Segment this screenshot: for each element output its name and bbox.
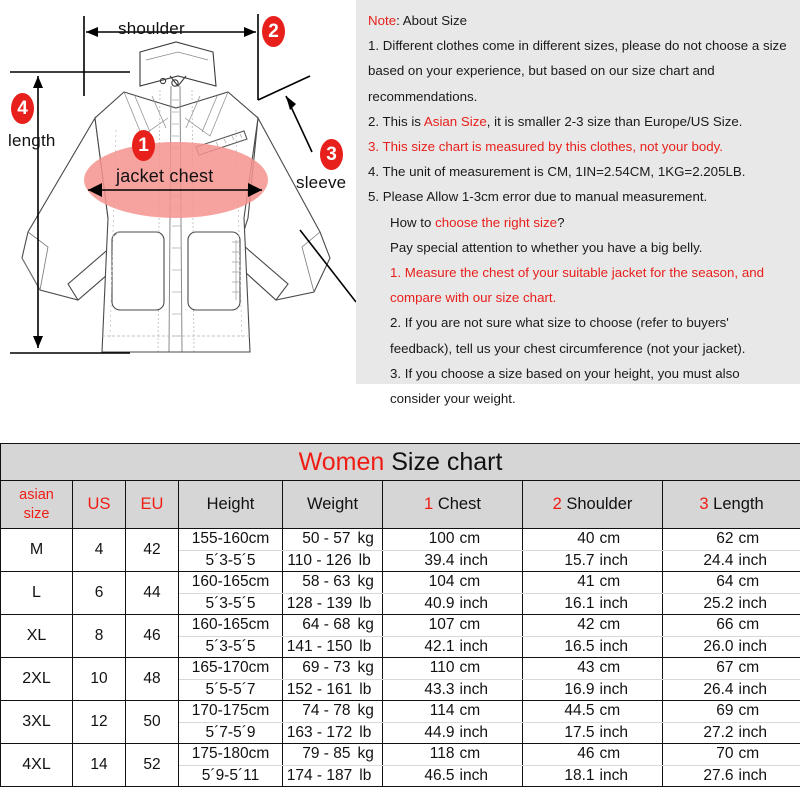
note-line-2-red: Asian Size bbox=[423, 113, 487, 129]
cell-weight-lb bbox=[283, 593, 383, 615]
cell-chest-inch bbox=[383, 765, 523, 787]
cell-shoulder-inch bbox=[523, 636, 663, 658]
chest-cm-value: 114 bbox=[429, 702, 455, 720]
chest-inch-unit: inch bbox=[459, 766, 488, 784]
table-title-rest: Size chart bbox=[384, 447, 503, 476]
cell-us: 10 bbox=[73, 658, 126, 701]
length-cm-value: 70 bbox=[716, 745, 734, 763]
length-label: Length bbox=[713, 495, 764, 513]
length-cm-value: 64 bbox=[716, 573, 734, 591]
weight-kg-value: 69 - 73 bbox=[302, 659, 351, 677]
shoulder-inch-unit: inch bbox=[599, 594, 628, 612]
shoulder-label: Shoulder bbox=[566, 495, 633, 513]
table-row bbox=[1, 658, 800, 680]
column-header-shoulder bbox=[523, 481, 663, 529]
cell-us: 12 bbox=[73, 701, 126, 744]
cell-height-ft: 5´3-5´5 bbox=[179, 593, 283, 615]
cell-us: 14 bbox=[73, 744, 126, 787]
length-inch-value: 24.4 bbox=[703, 551, 734, 569]
size-note-panel bbox=[356, 0, 800, 407]
cell-length-inch bbox=[663, 550, 800, 572]
shoulder-inch-value: 15.7 bbox=[564, 551, 595, 569]
cell-length-cm bbox=[663, 529, 800, 551]
shoulder-cm-unit: cm bbox=[599, 616, 621, 634]
chest-inch-unit: inch bbox=[459, 637, 488, 655]
cell-height-ft: 5´3-5´5 bbox=[179, 636, 283, 658]
cell-length-cm bbox=[663, 615, 800, 637]
cell-chest-cm bbox=[383, 615, 523, 637]
cell-weight-kg bbox=[283, 572, 383, 594]
shoulder-dimension-label: shoulder bbox=[118, 19, 185, 38]
shoulder-inch-value: 17.5 bbox=[564, 723, 595, 741]
shoulder-badge-number: 2 bbox=[552, 495, 562, 513]
chest-cm-unit: cm bbox=[459, 745, 481, 763]
cell-eu: 42 bbox=[126, 529, 179, 572]
cell-chest-inch bbox=[383, 636, 523, 658]
cell-shoulder-cm bbox=[523, 744, 663, 766]
cell-height-ft: 5´7-5´9 bbox=[179, 722, 283, 744]
note-tip-1: 1. Measure the chest of your suitable jacket for the season, and compare with our size chart. bbox=[390, 265, 765, 306]
cell-weight-lb bbox=[283, 550, 383, 572]
table-title bbox=[1, 444, 800, 481]
shoulder-cm-value: 42 bbox=[577, 616, 595, 634]
note-line-3: 3. This size chart is measured by this clothes, not your body. bbox=[368, 139, 723, 155]
shoulder-inch-unit: inch bbox=[599, 551, 628, 569]
cell-weight-kg bbox=[283, 658, 383, 680]
cell-length-inch bbox=[663, 636, 800, 658]
chest-inch-unit: inch bbox=[459, 680, 488, 698]
cell-weight-kg bbox=[283, 744, 383, 766]
shoulder-cm-value: 40 bbox=[577, 530, 595, 548]
cell-us: 4 bbox=[73, 529, 126, 572]
cell-weight-lb bbox=[283, 765, 383, 787]
length-inch-unit: inch bbox=[738, 594, 767, 612]
note-line-5: 5. Please Allow 1-3cm error due to manual measurement. bbox=[368, 189, 708, 205]
cell-eu: 46 bbox=[126, 615, 179, 658]
cell-shoulder-inch bbox=[523, 550, 663, 572]
cell-shoulder-inch bbox=[523, 679, 663, 701]
table-title-red: Women bbox=[298, 447, 385, 476]
length-badge-number: 3 bbox=[699, 495, 709, 513]
cell-chest-cm bbox=[383, 572, 523, 594]
length-cm-unit: cm bbox=[738, 573, 760, 591]
weight-lb-value: 110 - 126 bbox=[287, 551, 352, 569]
shoulder-cm-unit: cm bbox=[599, 659, 621, 677]
weight-lb-value: 163 - 172 bbox=[286, 723, 353, 741]
cell-length-cm bbox=[663, 572, 800, 594]
weight-lb-unit: lb bbox=[359, 766, 372, 784]
chest-badge-number: 1 bbox=[424, 495, 434, 513]
jacket-chest-dimension-label: jacket chest bbox=[116, 166, 214, 186]
us-label: US bbox=[87, 495, 111, 513]
weight-lb-unit: lb bbox=[359, 637, 372, 655]
length-inch-value: 25.2 bbox=[703, 594, 734, 612]
note-line-2 bbox=[368, 109, 790, 134]
cell-asian-size: XL bbox=[1, 615, 73, 658]
cell-chest-inch bbox=[383, 722, 523, 744]
table-title-row bbox=[1, 444, 800, 481]
chest-cm-value: 118 bbox=[429, 745, 455, 763]
chest-cm-unit: cm bbox=[459, 573, 481, 591]
length-inch-value: 27.6 bbox=[703, 766, 734, 784]
cell-chest-inch bbox=[383, 679, 523, 701]
length-dimension-label: length bbox=[8, 131, 56, 150]
column-header-chest bbox=[383, 481, 523, 529]
cell-height-cm: 155-160cm bbox=[179, 529, 283, 551]
shoulder-inch-value: 16.1 bbox=[564, 594, 595, 612]
note-heading-rest: : About Size bbox=[396, 13, 468, 28]
length-inch-unit: inch bbox=[738, 723, 767, 741]
chest-inch-unit: inch bbox=[459, 723, 488, 741]
chest-inch-unit: inch bbox=[459, 551, 488, 569]
cell-length-inch bbox=[663, 679, 800, 701]
column-header-length bbox=[663, 481, 800, 529]
chest-cm-value: 100 bbox=[428, 530, 455, 548]
cell-eu: 50 bbox=[126, 701, 179, 744]
chest-cm-value: 107 bbox=[428, 616, 455, 634]
cell-shoulder-cm bbox=[523, 658, 663, 680]
table-row bbox=[1, 615, 800, 637]
cell-chest-inch bbox=[383, 593, 523, 615]
shoulder-inch-unit: inch bbox=[599, 723, 628, 741]
length-cm-unit: cm bbox=[738, 659, 760, 677]
shoulder-inch-value: 18.1 bbox=[564, 766, 595, 784]
shoulder-inch-unit: inch bbox=[599, 766, 628, 784]
cell-chest-cm bbox=[383, 658, 523, 680]
chest-cm-unit: cm bbox=[459, 702, 481, 720]
cell-eu: 48 bbox=[126, 658, 179, 701]
cell-shoulder-cm bbox=[523, 701, 663, 723]
weight-kg-unit: kg bbox=[357, 745, 374, 763]
weight-kg-unit: kg bbox=[357, 616, 374, 634]
table-header-row bbox=[1, 481, 800, 529]
note-tip-3: 3. If you choose a size based on your height, you must also consider your weight. bbox=[390, 365, 740, 407]
column-header-eu bbox=[126, 481, 179, 529]
length-inch-value: 26.0 bbox=[703, 637, 734, 655]
cell-weight-kg bbox=[283, 701, 383, 723]
cell-height-ft: 5´5-5´7 bbox=[179, 679, 283, 701]
length-cm-unit: cm bbox=[738, 745, 760, 763]
chest-inch-value: 43.3 bbox=[424, 680, 455, 698]
sleeve-dimension-label: sleeve bbox=[296, 173, 347, 192]
weight-kg-value: 74 - 78 bbox=[302, 702, 351, 720]
weight-lb-unit: lb bbox=[359, 723, 372, 741]
length-cm-unit: cm bbox=[738, 616, 760, 634]
weight-lb-unit: lb bbox=[359, 680, 372, 698]
length-inch-unit: inch bbox=[738, 766, 767, 784]
badge-3-sleeve: 3 bbox=[320, 139, 343, 170]
note-line-1: 1. Different clothes come in different sizes, please do not choose a size based on your experience, but based on our size chart and recommendations. bbox=[368, 38, 787, 104]
note-tip-2: 2. If you are not sure what size to choose (refer to buyers' feedback), tell us your chest circumference (not your jacket). bbox=[390, 315, 746, 356]
table-body bbox=[1, 529, 800, 787]
chest-inch-value: 46.5 bbox=[424, 766, 455, 784]
length-inch-value: 27.2 bbox=[703, 723, 734, 741]
length-cm-unit: cm bbox=[738, 530, 760, 548]
length-cm-unit: cm bbox=[738, 702, 760, 720]
cell-weight-kg bbox=[283, 529, 383, 551]
cell-shoulder-cm bbox=[523, 572, 663, 594]
asian-size-line2: size bbox=[23, 505, 50, 522]
cell-us: 8 bbox=[73, 615, 126, 658]
cell-weight-lb bbox=[283, 679, 383, 701]
chest-label: Chest bbox=[437, 495, 481, 513]
note-heading-red: Note bbox=[368, 13, 397, 28]
weight-lb-value: 141 - 150 bbox=[286, 637, 353, 655]
weight-lb-value: 174 - 187 bbox=[286, 766, 353, 784]
cell-chest-cm bbox=[383, 744, 523, 766]
table-row bbox=[1, 572, 800, 594]
cell-weight-lb bbox=[283, 636, 383, 658]
badge-4-length: 4 bbox=[11, 93, 34, 124]
shoulder-cm-value: 41 bbox=[577, 573, 595, 591]
note-line-4: 4. The unit of measurement is CM, 1IN=2.54CM, 1KG=2.205LB. bbox=[368, 164, 746, 180]
shoulder-inch-value: 16.9 bbox=[564, 680, 595, 698]
length-cm-value: 67 bbox=[716, 659, 734, 677]
chest-inch-value: 39.4 bbox=[424, 551, 455, 569]
cell-shoulder-cm bbox=[523, 529, 663, 551]
note-how-line bbox=[368, 210, 790, 235]
cell-height-cm: 160-165cm bbox=[179, 615, 283, 637]
shoulder-cm-value: 43 bbox=[577, 659, 595, 677]
note-how-b: ? bbox=[557, 214, 565, 230]
shoulder-inch-value: 16.5 bbox=[564, 637, 595, 655]
weight-kg-unit: kg bbox=[357, 573, 374, 591]
note-pay-attention: Pay special attention to whether you have a big belly. bbox=[390, 239, 703, 255]
table-row bbox=[1, 744, 800, 766]
column-header-asian-size bbox=[1, 481, 73, 529]
cell-asian-size: M bbox=[1, 529, 73, 572]
table-row bbox=[1, 529, 800, 551]
cell-length-cm bbox=[663, 744, 800, 766]
cell-chest-cm bbox=[383, 701, 523, 723]
weight-kg-unit: kg bbox=[357, 530, 374, 548]
shoulder-cm-unit: cm bbox=[599, 702, 621, 720]
shoulder-inch-unit: inch bbox=[599, 637, 628, 655]
length-cm-value: 69 bbox=[716, 702, 734, 720]
note-how-red: choose the right size bbox=[435, 214, 558, 230]
cell-asian-size: L bbox=[1, 572, 73, 615]
cell-chest-cm bbox=[383, 529, 523, 551]
jacket-diagram bbox=[0, 0, 356, 400]
cell-shoulder-inch bbox=[523, 765, 663, 787]
weight-lb-value: 152 - 161 bbox=[286, 680, 353, 698]
cell-chest-inch bbox=[383, 550, 523, 572]
chest-cm-unit: cm bbox=[459, 616, 481, 634]
shoulder-inch-unit: inch bbox=[599, 680, 628, 698]
jacket-illustration-svg bbox=[0, 0, 356, 400]
weight-kg-value: 50 - 57 bbox=[302, 530, 351, 548]
badge-1-chest: 1 bbox=[132, 130, 155, 161]
cell-shoulder-cm bbox=[523, 615, 663, 637]
cell-weight-kg bbox=[283, 615, 383, 637]
chest-inch-unit: inch bbox=[459, 594, 488, 612]
cell-length-cm bbox=[663, 658, 800, 680]
shoulder-cm-unit: cm bbox=[599, 573, 621, 591]
length-cm-value: 62 bbox=[716, 530, 734, 548]
cell-height-cm: 165-170cm bbox=[179, 658, 283, 680]
cell-asian-size: 3XL bbox=[1, 701, 73, 744]
length-inch-unit: inch bbox=[738, 551, 767, 569]
weight-lb-unit: lb bbox=[358, 551, 371, 569]
shoulder-cm-value: 46 bbox=[577, 745, 595, 763]
cell-length-inch bbox=[663, 593, 800, 615]
note-line-2-b: , it is smaller 2-3 size than Europe/US Size. bbox=[486, 113, 743, 129]
weight-kg-unit: kg bbox=[357, 702, 374, 720]
note-how-a: How to bbox=[390, 214, 436, 230]
chest-inch-value: 44.9 bbox=[424, 723, 455, 741]
cell-eu: 52 bbox=[126, 744, 179, 787]
note-line-2-a: 2. This is bbox=[368, 113, 424, 129]
weight-kg-value: 79 - 85 bbox=[302, 745, 351, 763]
weight-lb-value: 128 - 139 bbox=[286, 594, 353, 612]
cell-length-inch bbox=[663, 765, 800, 787]
shoulder-cm-unit: cm bbox=[599, 530, 621, 548]
cell-weight-lb bbox=[283, 722, 383, 744]
cell-height-ft: 5´9-5´11 bbox=[179, 765, 283, 787]
cell-asian-size: 4XL bbox=[1, 744, 73, 787]
chest-inch-value: 42.1 bbox=[424, 637, 455, 655]
weight-lb-unit: lb bbox=[359, 594, 372, 612]
cell-us: 6 bbox=[73, 572, 126, 615]
length-inch-unit: inch bbox=[738, 637, 767, 655]
badge-2-shoulder: 2 bbox=[262, 16, 285, 47]
chest-cm-unit: cm bbox=[459, 659, 481, 677]
cell-length-cm bbox=[663, 701, 800, 723]
cell-asian-size: 2XL bbox=[1, 658, 73, 701]
chest-cm-unit: cm bbox=[459, 530, 481, 548]
length-inch-unit: inch bbox=[738, 680, 767, 698]
cell-height-ft: 5´3-5´5 bbox=[179, 550, 283, 572]
column-header-height: Height bbox=[179, 481, 283, 529]
cell-height-cm: 175-180cm bbox=[179, 744, 283, 766]
shoulder-cm-unit: cm bbox=[599, 745, 621, 763]
table-row bbox=[1, 701, 800, 723]
length-inch-value: 26.4 bbox=[703, 680, 734, 698]
weight-kg-unit: kg bbox=[357, 659, 374, 677]
chest-inch-value: 40.9 bbox=[424, 594, 455, 612]
cell-eu: 44 bbox=[126, 572, 179, 615]
column-header-us bbox=[73, 481, 126, 529]
cell-shoulder-inch bbox=[523, 722, 663, 744]
shoulder-cm-value: 44.5 bbox=[564, 702, 595, 720]
chest-cm-value: 110 bbox=[429, 659, 455, 677]
cell-shoulder-inch bbox=[523, 593, 663, 615]
size-chart-table bbox=[0, 443, 800, 787]
cell-length-inch bbox=[663, 722, 800, 744]
asian-size-line1: asian bbox=[19, 486, 54, 503]
note-heading bbox=[368, 8, 790, 33]
chest-cm-value: 104 bbox=[428, 573, 455, 591]
eu-label: EU bbox=[140, 495, 164, 513]
weight-kg-value: 64 - 68 bbox=[302, 616, 351, 634]
weight-kg-value: 58 - 63 bbox=[302, 573, 351, 591]
cell-height-cm: 170-175cm bbox=[179, 701, 283, 723]
column-header-weight: Weight bbox=[283, 481, 383, 529]
length-cm-value: 66 bbox=[716, 616, 734, 634]
cell-height-cm: 160-165cm bbox=[179, 572, 283, 594]
